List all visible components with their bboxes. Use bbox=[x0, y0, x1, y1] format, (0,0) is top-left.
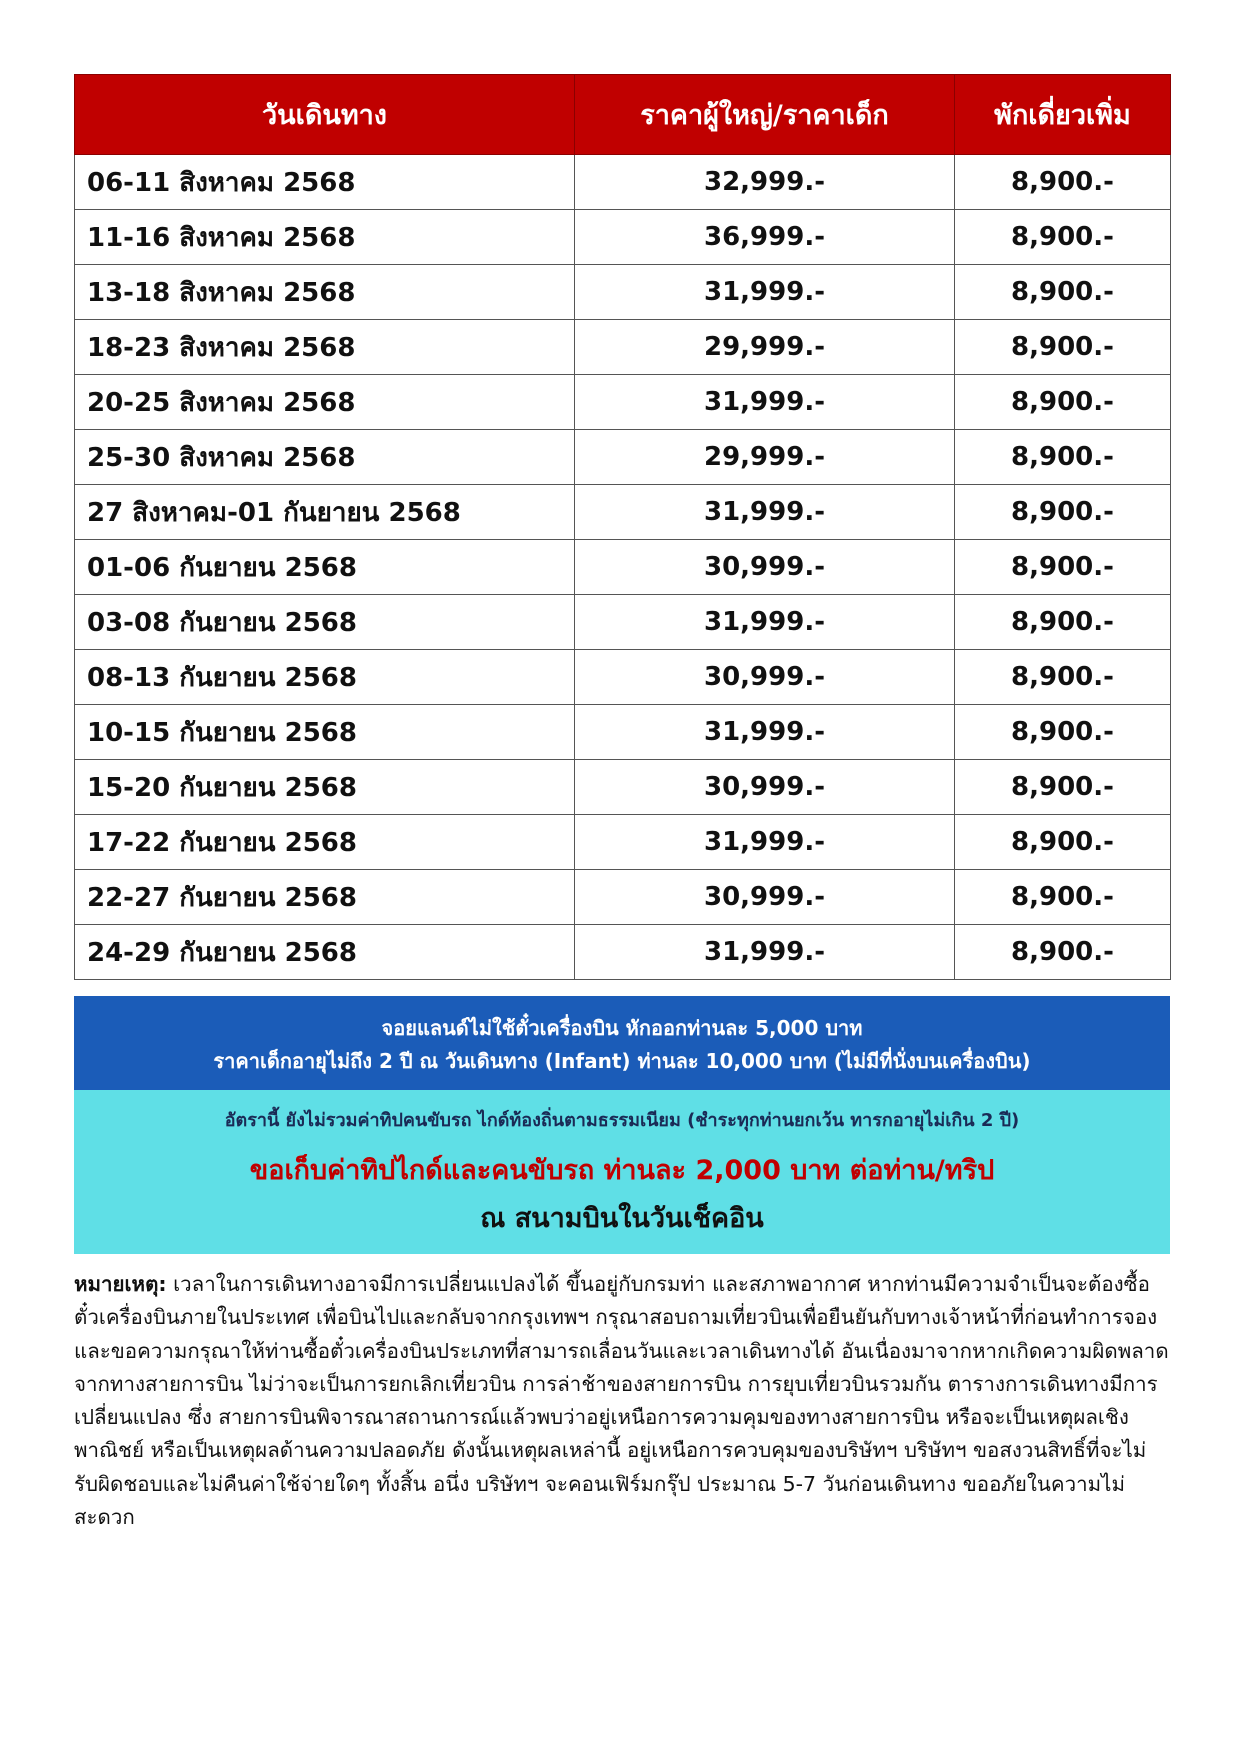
travel-date-cell: 08-13 กันยายน 2568 bbox=[75, 650, 575, 705]
remark-label: หมายเหตุ: bbox=[74, 1272, 167, 1296]
single-supplement-cell: 8,900.- bbox=[955, 650, 1171, 705]
joinland-infant-banner bbox=[74, 996, 1170, 1090]
travel-date-cell: 01-06 กันยายน 2568 bbox=[75, 540, 575, 595]
travel-date-cell: 17-22 กันยายน 2568 bbox=[75, 815, 575, 870]
tip-fee-note: ขอเก็บค่าทิปไกด์และคนขับรถ ท่านละ 2,000 บาท ต่อท่าน/ทริป bbox=[249, 1155, 995, 1186]
table-row bbox=[75, 705, 1171, 760]
single-supplement-cell: 8,900.- bbox=[955, 870, 1171, 925]
adult-child-price-cell: 31,999.- bbox=[575, 815, 955, 870]
single-supplement-cell: 8,900.- bbox=[955, 375, 1171, 430]
header-travel-date: วันเดินทาง bbox=[75, 75, 575, 155]
adult-child-price-cell: 36,999.- bbox=[575, 210, 955, 265]
single-supplement-cell: 8,900.- bbox=[955, 265, 1171, 320]
adult-child-price-cell: 30,999.- bbox=[575, 650, 955, 705]
adult-child-price-cell: 31,999.- bbox=[575, 375, 955, 430]
rate-exclusion-note: อัตรานี้ ยังไม่รวมค่าทิปคนขับรถ ไกด์ท้องถิ่นตามธรรมเนียม (ชำระทุกท่านยกเว้น ทารกอายุไม่เกิน 2 ปี) bbox=[224, 1110, 1020, 1131]
travel-date-cell: 22-27 กันยายน 2568 bbox=[75, 870, 575, 925]
single-supplement-cell: 8,900.- bbox=[955, 815, 1171, 870]
joinland-note: จอยแลนด์ไม่ใช้ตั๋วเครื่องบิน หักออกท่านละ 5,000 บาท bbox=[381, 1016, 863, 1040]
table-row bbox=[75, 760, 1171, 815]
adult-child-price-cell: 30,999.- bbox=[575, 870, 955, 925]
table-row bbox=[75, 595, 1171, 650]
table-row bbox=[75, 430, 1171, 485]
infant-note: ราคาเด็กอายุไม่ถึง 2 ปี ณ วันเดินทาง (Infant) ท่านละ 10,000 บาท (ไม่มีที่นั่งบนเครื่องบิน) bbox=[213, 1049, 1031, 1073]
remark-paragraph bbox=[74, 1268, 1170, 1534]
table-row bbox=[75, 265, 1171, 320]
tip-banner bbox=[74, 1090, 1170, 1254]
travel-date-cell: 03-08 กันยายน 2568 bbox=[75, 595, 575, 650]
table-row bbox=[75, 155, 1171, 210]
adult-child-price-cell: 31,999.- bbox=[575, 265, 955, 320]
travel-date-cell: 06-11 สิงหาคม 2568 bbox=[75, 155, 575, 210]
travel-date-cell: 13-18 สิงหาคม 2568 bbox=[75, 265, 575, 320]
travel-date-cell: 10-15 กันยายน 2568 bbox=[75, 705, 575, 760]
table-row bbox=[75, 815, 1171, 870]
travel-date-cell: 20-25 สิงหาคม 2568 bbox=[75, 375, 575, 430]
adult-child-price-cell: 31,999.- bbox=[575, 595, 955, 650]
header-adult-child-price: ราคาผู้ใหญ่/ราคาเด็ก bbox=[575, 75, 955, 155]
table-row bbox=[75, 650, 1171, 705]
table-body bbox=[75, 155, 1171, 980]
adult-child-price-cell: 31,999.- bbox=[575, 485, 955, 540]
single-supplement-cell: 8,900.- bbox=[955, 485, 1171, 540]
single-supplement-cell: 8,900.- bbox=[955, 320, 1171, 375]
single-supplement-cell: 8,900.- bbox=[955, 595, 1171, 650]
header-single-supplement: พักเดี่ยวเพิ่ม bbox=[955, 75, 1171, 155]
table-row bbox=[75, 870, 1171, 925]
table-row bbox=[75, 540, 1171, 595]
table-header-row bbox=[75, 75, 1171, 155]
single-supplement-cell: 8,900.- bbox=[955, 705, 1171, 760]
airport-checkin-note: ณ สนามบินในวันเช็คอิน bbox=[480, 1203, 764, 1234]
travel-date-cell: 25-30 สิงหาคม 2568 bbox=[75, 430, 575, 485]
adult-child-price-cell: 31,999.- bbox=[575, 705, 955, 760]
travel-date-cell: 11-16 สิงหาคม 2568 bbox=[75, 210, 575, 265]
travel-date-cell: 27 สิงหาคม-01 กันยายน 2568 bbox=[75, 485, 575, 540]
travel-date-cell: 24-29 กันยายน 2568 bbox=[75, 925, 575, 980]
single-supplement-cell: 8,900.- bbox=[955, 155, 1171, 210]
single-supplement-cell: 8,900.- bbox=[955, 210, 1171, 265]
adult-child-price-cell: 32,999.- bbox=[575, 155, 955, 210]
adult-child-price-cell: 30,999.- bbox=[575, 760, 955, 815]
table-row bbox=[75, 925, 1171, 980]
single-supplement-cell: 8,900.- bbox=[955, 760, 1171, 815]
adult-child-price-cell: 30,999.- bbox=[575, 540, 955, 595]
single-supplement-cell: 8,900.- bbox=[955, 925, 1171, 980]
price-table bbox=[74, 74, 1171, 980]
table-row bbox=[75, 320, 1171, 375]
single-supplement-cell: 8,900.- bbox=[955, 430, 1171, 485]
table-row bbox=[75, 375, 1171, 430]
travel-date-cell: 18-23 สิงหาคม 2568 bbox=[75, 320, 575, 375]
adult-child-price-cell: 29,999.- bbox=[575, 430, 955, 485]
remark-text: เวลาในการเดินทางอาจมีการเปลี่ยนแปลงได้ ขึ้นอยู่กับกรมท่า และสภาพอากาศ หากท่านมีความจำเป็นจะต้องซื้อตั๋วเครื่องบินภายในประเทศ เพื่อบินไปและกลับจากกรุงเทพฯ กรุณาสอบถามเที่ยวบินเพื่อยืนยันกับทางเจ้าหน้าที่ก่อนทำการจองและขอความกรุณาให้ท่านซื้อตั๋วเครื่องบินประเภทที่สามารถเลื่อนวันและเวลาเดินทางได้ อันเนื่องมาจากหากเกิดความผิดพลาดจากทางสายการบิน ไม่ว่าจะเป็นการยกเลิกเที่ยวบิน การล่าช้าของสายการบิน การยุบเที่ยวบินรวมกัน ตารางการเดินทางมีการเปลี่ยนแปลง ซึ่ง สายการบินพิจารณาสถานการณ์แล้วพบว่าอยู่เหนือการความคุมของทางสายการบิน หรือจะเป็นเหตุผลเชิงพาณิชย์ หรือเป็นเหตุผลด้านความปลอดภัย ดังนั้นเหตุผลเหล่านี้ อยู่เหนือการควบคุมของบริษัทฯ บริษัทฯ ขอสงวนสิทธิ์ที่จะไม่รับผิดชอบและไม่คืนค่าใช้จ่ายใดๆ ทั้งสิ้น อนึ่ง บริษัทฯ จะคอนเฟิร์มกรุ๊ป ประมาณ 5-7 วันก่อนเดินทาง ขออภัยในความไม่สะดวก bbox=[74, 1272, 1169, 1530]
adult-child-price-cell: 29,999.- bbox=[575, 320, 955, 375]
travel-date-cell: 15-20 กันยายน 2568 bbox=[75, 760, 575, 815]
adult-child-price-cell: 31,999.- bbox=[575, 925, 955, 980]
single-supplement-cell: 8,900.- bbox=[955, 540, 1171, 595]
table-row bbox=[75, 210, 1171, 265]
table-row bbox=[75, 485, 1171, 540]
